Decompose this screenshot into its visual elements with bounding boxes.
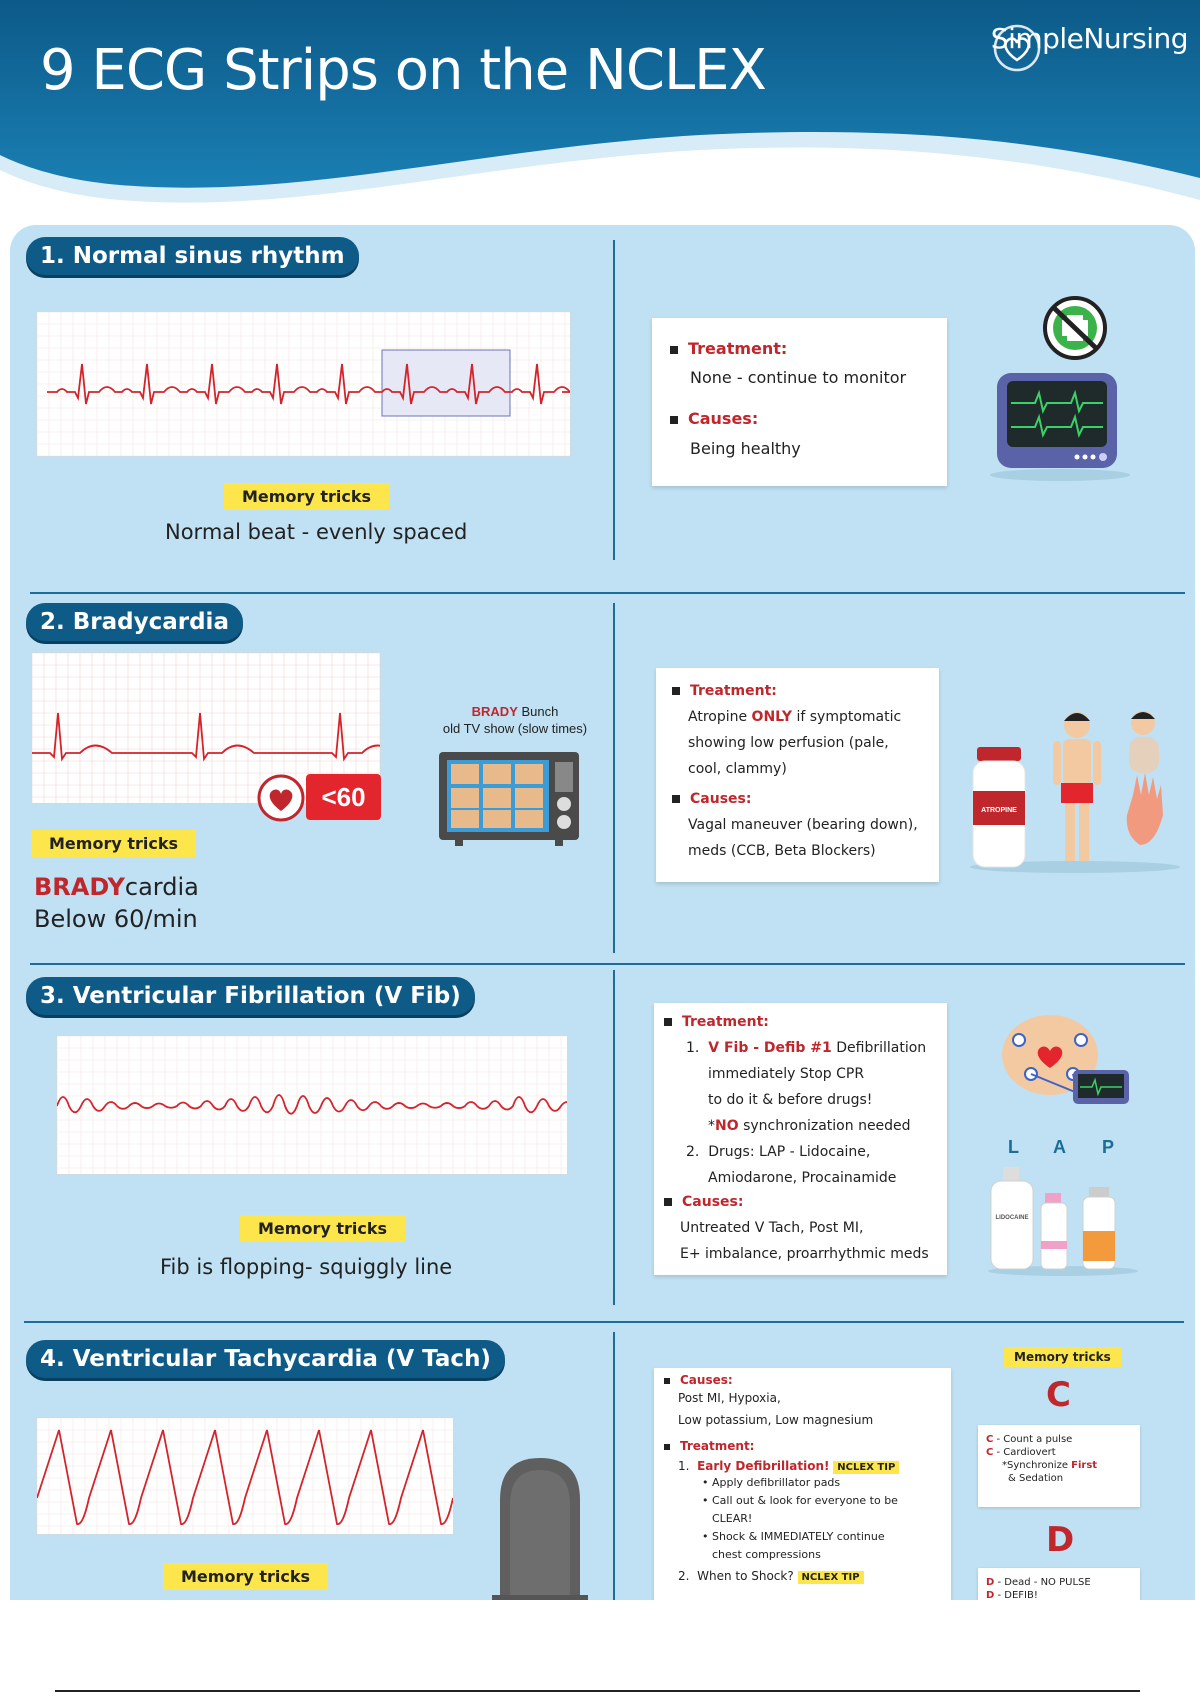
lap-letter-a: A xyxy=(1053,1137,1066,1157)
treatment-causes-card: Treatment: 1. V Fib - Defib #1 Defibrillation immediately Stop CPR to do it & before drugs! *NO synchronization needed 2. Drugs: LAP - Lidocaine, Amiodarone, Procainamide Causes: Untreated V Tach, Post MI, E+ imbalance, proarrhythmic meds xyxy=(654,1003,947,1275)
section-2-divider xyxy=(613,603,615,953)
memory-text: Fib is flopping- squiggly line xyxy=(160,1255,453,1279)
memory-text: Normal beat - evenly spaced xyxy=(165,520,468,544)
memory-tricks-tag: Memory tricks xyxy=(1004,1347,1121,1367)
causes-line1: Vagal maneuver (bearing down), xyxy=(688,817,918,833)
medication-vials-icon xyxy=(985,1163,1140,1278)
treatment-line: to do it & before drugs! xyxy=(708,1092,873,1108)
footer-rule xyxy=(55,1690,1140,1692)
treatment-line1: Atropine ONLY if symptomatic xyxy=(688,709,902,725)
causes-label: Causes: xyxy=(690,791,752,807)
tombstone-icon xyxy=(490,1450,590,1600)
causes-line2: meds (CCB, Beta Blockers) xyxy=(688,843,876,859)
caption-rest: Bunch xyxy=(517,704,559,719)
causes-line1: Untreated V Tach, Post MI, xyxy=(680,1220,864,1236)
highlight-box xyxy=(382,350,510,416)
content-panel xyxy=(10,225,1195,1600)
heart-stethoscope-icon xyxy=(991,22,1043,74)
section-4-divider xyxy=(613,1332,615,1600)
brand-name: SimpleNursing xyxy=(990,22,1188,55)
treatment-line3: cool, clammy) xyxy=(688,761,787,777)
causes-label: Causes: xyxy=(688,409,759,428)
caption-red: BRADY xyxy=(471,704,518,719)
causes-treatment-card: Causes: Post MI, Hypoxia, Low potassium, Low magnesium Treatment: 1. Early Defibrillation! NCLEX TIP • Apply defibrillator pads • Call out & look for everyone to be CLEAR! • Shock & IMMEDIATELY continue chest compressions 2. When to Shock? NCLEX TIP xyxy=(654,1368,951,1600)
section-3-divider xyxy=(613,970,615,1305)
normal-sinus-waveform xyxy=(37,312,570,456)
vfib-waveform xyxy=(57,1036,567,1174)
treatment-causes-card xyxy=(656,668,939,882)
mnemonic-red: BRADY xyxy=(34,873,125,901)
mnemonic-d-card: D - Dead - NO PULSE D - DEFIB! xyxy=(978,1568,1140,1600)
nclex-tip-badge: NCLEX TIP xyxy=(798,1571,864,1584)
bullet-icon xyxy=(664,1378,670,1384)
causes-label: Causes: xyxy=(680,1373,733,1387)
section-3-title: 3. Ventricular Fibrillation (V Fib) xyxy=(26,977,475,1015)
bradycardia-mnemonic xyxy=(34,873,199,901)
rate-badge: <60 xyxy=(306,774,381,820)
section-divider xyxy=(30,963,1185,965)
treatment-line2: showing low perfusion (pale, xyxy=(688,735,889,751)
causes-label: Causes: xyxy=(682,1194,744,1210)
bullet-icon xyxy=(672,687,680,695)
vtach-trace xyxy=(37,1430,453,1524)
atropine-bottle-label: ATROPINE xyxy=(981,807,1017,814)
bullet-icon xyxy=(664,1198,672,1206)
section-divider xyxy=(30,592,1185,594)
bullet-icon xyxy=(664,1018,672,1026)
treatment-label: Treatment: xyxy=(682,1014,769,1030)
mnemonic-letter-d: D xyxy=(1046,1520,1075,1560)
treatment-label: Treatment: xyxy=(680,1439,755,1453)
atropine-patient-illustration xyxy=(965,695,1190,875)
mnemonic-rest: cardia xyxy=(124,873,199,901)
lidocaine-vial-label: LIDOCAINE xyxy=(995,1215,1029,1221)
brady-bunch-caption xyxy=(415,703,615,737)
memory-tricks-tag: Memory tricks xyxy=(240,1215,405,1242)
header-banner xyxy=(0,0,1200,240)
treatment-line: Amiodarone, Procainamide xyxy=(708,1170,897,1186)
caption-line2: old TV show (slow times) xyxy=(442,721,588,736)
section-1-divider xyxy=(613,240,615,560)
section-1-title: 1. Normal sinus rhythm xyxy=(26,237,359,275)
mnemonic-c-card: C - Count a pulse C - Cardiovert *Synchronize First & Sedation xyxy=(978,1425,1140,1507)
bullet-icon xyxy=(672,795,680,803)
treatment-causes-card xyxy=(652,318,947,486)
normal-sinus-ecg-strip xyxy=(36,311,571,457)
causes-line2: E+ imbalance, proarrhythmic meds xyxy=(680,1246,929,1262)
nclex-tip-badge: NCLEX TIP xyxy=(833,1461,899,1474)
treatment-text: None - continue to monitor xyxy=(690,368,907,387)
section-4-title: 4. Ventricular Tachycardia (V Tach) xyxy=(26,1340,505,1378)
vfib-trace xyxy=(57,1095,567,1114)
vfib-ecg-strip xyxy=(56,1035,568,1175)
bullet-icon xyxy=(664,1444,670,1450)
memory-tricks-tag: Memory tricks xyxy=(224,483,389,510)
treatment-label: Treatment: xyxy=(690,683,777,699)
bradycardia-trace xyxy=(32,713,380,759)
memory-tricks-tag: Memory tricks xyxy=(31,830,196,857)
defibrillator-chest-icon xyxy=(995,1010,1135,1105)
bradycardia-rate-text: Below 60/min xyxy=(34,905,198,933)
heart-clock-icon xyxy=(253,773,313,823)
heart-monitor-icon xyxy=(985,295,1135,485)
causes-line2: Low potassium, Low magnesium xyxy=(678,1413,874,1427)
bullet-icon xyxy=(670,416,678,424)
section-2-title: 2. Bradycardia xyxy=(26,603,243,641)
brand-logo xyxy=(991,22,1188,55)
lap-letter-l: L xyxy=(1008,1137,1019,1157)
causes-line1: Post MI, Hypoxia, xyxy=(678,1391,781,1405)
page-title: 9 ECG Strips on the NCLEX xyxy=(40,38,766,103)
vtach-ecg-strip xyxy=(36,1417,454,1535)
treatment-line: immediately Stop CPR xyxy=(708,1066,865,1082)
treatment-line: CLEAR! xyxy=(712,1512,753,1525)
bullet-icon xyxy=(670,346,678,354)
mnemonic-letter-c: C xyxy=(1046,1375,1071,1415)
section-divider xyxy=(24,1321,1184,1323)
vtach-waveform xyxy=(37,1418,453,1534)
tv-icon xyxy=(435,748,585,848)
treatment-line: chest compressions xyxy=(712,1548,821,1561)
lap-letter-p: P xyxy=(1102,1137,1115,1157)
treatment-label: Treatment: xyxy=(688,339,788,358)
memory-tricks-tag: Memory tricks xyxy=(163,1563,328,1590)
causes-text: Being healthy xyxy=(690,439,801,458)
